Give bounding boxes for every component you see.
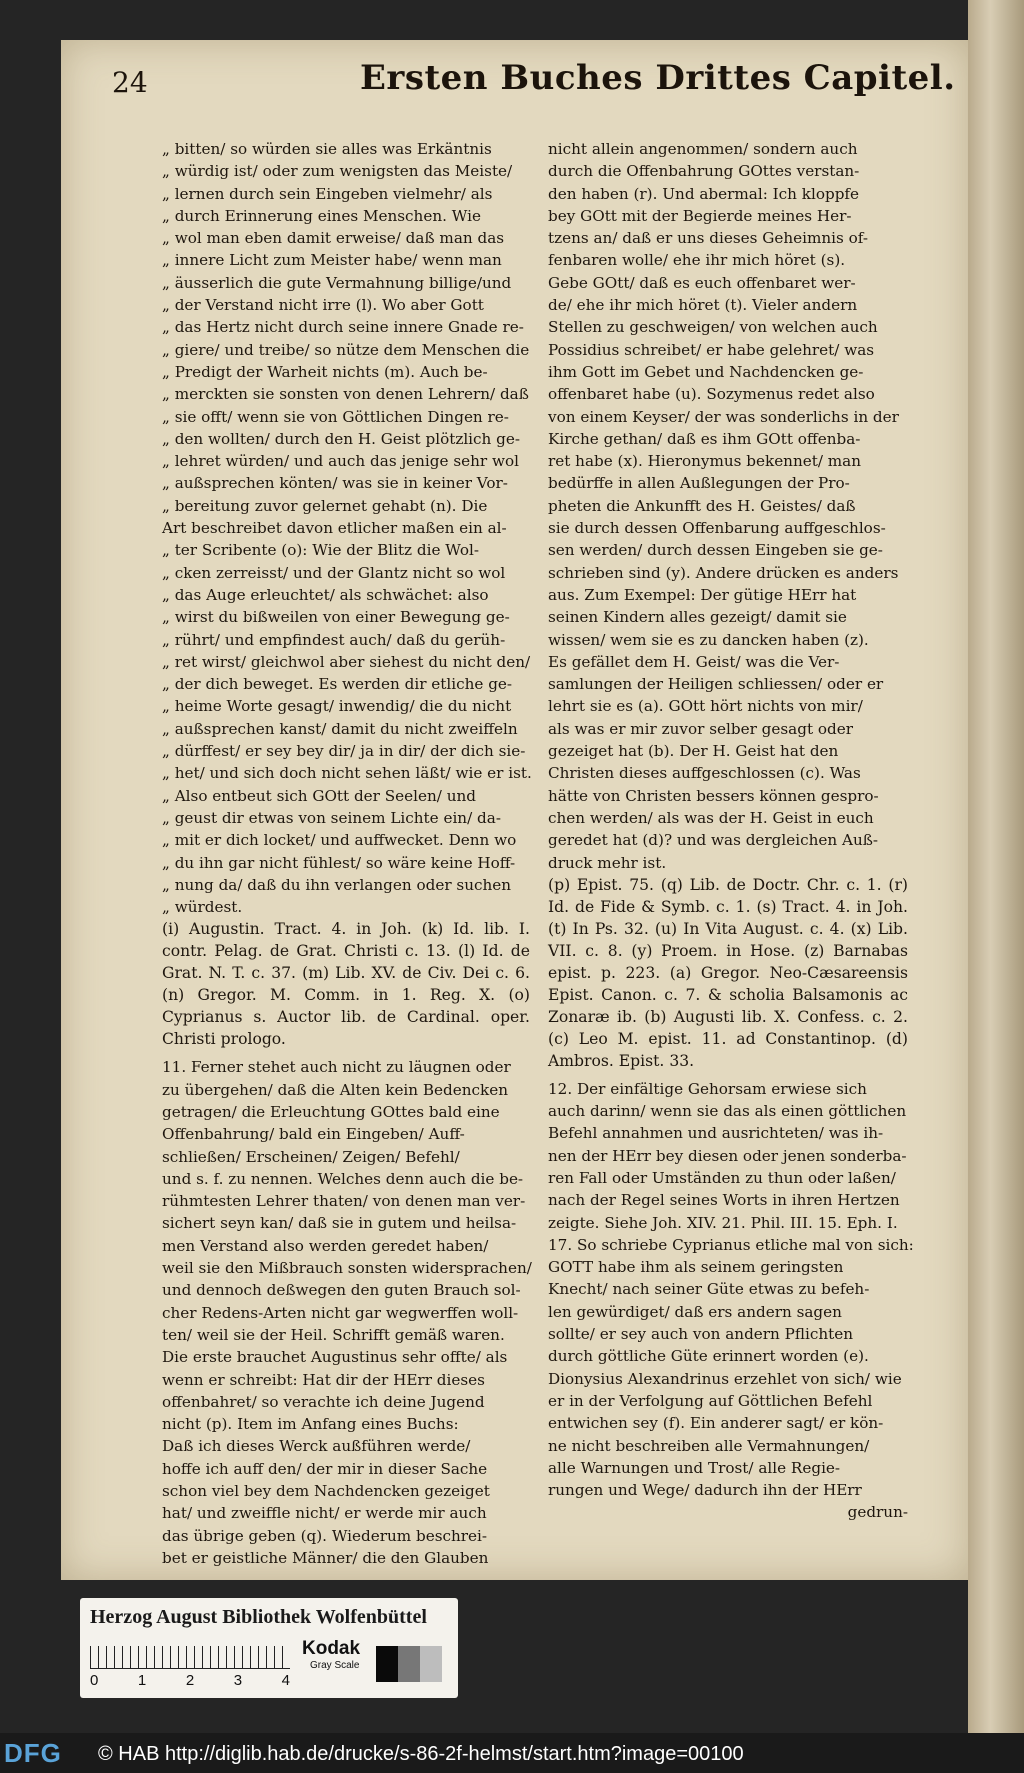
text-line: „ den wollten/ durch den H. Geist plötzlich ge- xyxy=(162,429,520,448)
library-name: Herzog August Bibliothek Wolfenbüttel xyxy=(90,1606,427,1628)
text-line: hätte von Christen bessers können gespro- xyxy=(548,786,879,805)
text-line: 12. Der einfältige Gehorsam erwiese sich xyxy=(548,1079,867,1098)
text-line: Christen dieses auffgeschlossen (c). Was xyxy=(548,764,861,783)
text-line: „ geust dir etwas von seinem Lichte ein/ da- xyxy=(162,808,501,827)
gray-swatch-mid xyxy=(398,1646,420,1682)
text-line: „ het/ und sich doch nicht sehen läßt/ wie er ist. xyxy=(162,764,532,783)
left-column xyxy=(162,138,530,1569)
next-page-edge xyxy=(968,0,1024,1733)
text-line: len gewürdiget/ daß ers andern sagen xyxy=(548,1302,842,1321)
text-line: „ äusserlich die gute Vermahnung billige/und xyxy=(162,273,512,292)
left-column-text xyxy=(162,138,530,918)
library-label xyxy=(80,1598,458,1698)
text-line: „ dürffest/ er sey bey dir/ ja in dir/ der dich sie- xyxy=(162,742,526,761)
text-line: Stellen zu geschweigen/ von welchen auch xyxy=(548,318,878,337)
text-line: Die erste brauchet Augustinus sehr offte/ als xyxy=(162,1348,508,1367)
text-line: weil sie den Mißbrauch sonsten widersprachen/ xyxy=(162,1259,532,1278)
text-line: und s. f. zu nennen. Welches denn auch die be- xyxy=(162,1169,524,1188)
ruler-number: 2 xyxy=(185,1672,195,1689)
text-line: zu übergehen/ daß die Alten kein Bedencken xyxy=(162,1080,509,1099)
text-line: „ ter Scribente (o): Wie der Blitz die Wol- xyxy=(162,541,479,560)
dfg-logo: DFG xyxy=(4,1738,62,1768)
text-line: alle Warnungen und Trost/ alle Regie- xyxy=(548,1458,841,1477)
ruler xyxy=(90,1646,290,1669)
text-line: nicht (p). Item im Anfang eines Buchs: xyxy=(162,1415,459,1434)
paragraph-11 xyxy=(162,1056,530,1569)
text-line: „ der dich beweget. Es werden dir etliche ge- xyxy=(162,675,513,694)
text-line: „ lehret würden/ und auch das jenige sehr wol xyxy=(162,452,519,471)
text-line: ihm Gott im Gebet und Nachdencken ge- xyxy=(548,362,864,381)
paragraph-12 xyxy=(548,1078,914,1502)
text-line: schrieben sind (y). Andere drücken es anders xyxy=(548,563,899,582)
text-line: cher Redens-Arten nicht gar wegwerffen woll- xyxy=(162,1303,519,1322)
text-line: Knecht/ nach seiner Güte etwas zu befeh- xyxy=(548,1280,870,1299)
text-line: nicht allein angenommen/ sondern auch xyxy=(548,140,858,158)
text-line: geredet hat (d)? und was dergleichen Auß- xyxy=(548,831,879,850)
text-line: „ nung da/ daß du ihn verlangen oder suchen xyxy=(162,875,512,894)
text-line: lehrt sie es (a). GOtt hört nichts von mir/ xyxy=(548,697,863,716)
copyright-link[interactable]: © HAB http://diglib.hab.de/drucke/s-86-2f-helmst/start.htm?image=00100 xyxy=(98,1743,744,1765)
text-line: ret habe (x). Hieronymus bekennet/ man xyxy=(548,452,862,471)
text-line: getragen/ die Erleuchtung GOttes bald eine xyxy=(162,1102,500,1121)
page-number: 24 xyxy=(112,66,148,99)
text-line: entwichen sey (f). Ein anderer sagt/ er kön- xyxy=(548,1414,884,1433)
text-line: und dennoch deßwegen den guten Brauch sol- xyxy=(162,1281,521,1300)
text-line: „ durch Erinnerung eines Menschen. Wie xyxy=(162,206,481,225)
right-footnotes: (p) Epist. 75. (q) Lib. de Doctr. Chr. c. 1. (r) Id. de Fide & Symb. c. 1. (s) Tract. 4. in Joh. (t) In Ps. 32. (u) In Vita August. c. 4. (x) Lib. VII. c. 8. (y) Proem. in Hose. (z) Barnabas epist. p. 223. (a) Gregor. Neo-Cæsareensis Epist. Canon. c. 7. & scholia Balsamonis ac Zonaræ ib. (b) Augusti lib. X. Confess. c. 2. (c) Leo M. epist. 11. ad Constantinop. (d) Ambros. Epist. 33. xyxy=(548,875,908,1070)
text-line: durch göttliche Güte erinnert worden (e). xyxy=(548,1347,869,1366)
text-line: Daß ich dieses Werck außführen werde/ xyxy=(162,1437,471,1456)
text-line: „ würdest. xyxy=(162,898,243,917)
text-line: „ ret wirst/ gleichwol aber siehest du nicht den/ xyxy=(162,652,531,671)
text-line: „ Predigt der Warheit nichts (m). Auch be- xyxy=(162,362,488,381)
text-line: ne nicht beschreiben alle Vermahnungen/ xyxy=(548,1436,870,1455)
text-line: „ würdig ist/ oder zum wenigsten das Meiste/ xyxy=(162,162,513,181)
text-line: von einem Keyser/ der was sonderlichs in der xyxy=(548,407,899,426)
text-line: als was er mir zuvor selber gesagt oder xyxy=(548,719,853,738)
text-line: bet er geistliche Männer/ die den Glauben xyxy=(162,1548,489,1567)
text-line: Gebe GOtt/ daß es euch offenbaret wer- xyxy=(548,273,856,292)
gray-swatch-black xyxy=(376,1646,398,1682)
text-line: samlungen der Heiligen schliessen/ oder er xyxy=(548,675,884,694)
text-line: „ merckten sie sonsten von denen Lehrern/ daß xyxy=(162,385,529,404)
text-line: gezeiget hat (b). Der H. Geist hat den xyxy=(548,742,839,761)
text-line: rühmtesten Lehrer thaten/ von denen man ver- xyxy=(162,1192,526,1211)
right-column-text xyxy=(548,138,908,874)
text-line: auch darinn/ wenn sie das als einen göttlichen xyxy=(548,1102,907,1121)
ruler-number: 3 xyxy=(233,1672,243,1689)
text-line: sie durch dessen Offenbarung auffgeschlos- xyxy=(548,519,886,538)
gray-scale-label: Gray Scale xyxy=(310,1660,360,1671)
text-line: aus. Zum Exempel: Der gütige HErr hat xyxy=(548,585,857,604)
text-line: „ wirst du bißweilen von einer Bewegung ge- xyxy=(162,608,510,627)
text-line: „ der Verstand nicht irre (l). Wo aber Gott xyxy=(162,296,484,315)
text-line: pheten die Ankunfft des H. Geistes/ daß xyxy=(548,496,856,515)
text-line: „ bitten/ so würden sie alles was Erkäntnis xyxy=(162,140,492,158)
text-line: durch die Offenbahrung GOttes verstan- xyxy=(548,162,860,181)
text-line: „ rührt/ und empfindest auch/ daß du gerüh- xyxy=(162,630,506,649)
text-line: ten/ weil sie der Heil. Schrifft gemäß waren. xyxy=(162,1325,505,1344)
text-line: zeigte. Siehe Joh. XIV. 21. Phil. III. 15. Eph. I. xyxy=(548,1213,898,1232)
text-line: „ heime Worte gesagt/ inwendig/ die du nicht xyxy=(162,697,512,716)
text-line: wissen/ wem sie es zu dancken haben (z). xyxy=(548,630,869,649)
text-line: „ wol man eben damit erweise/ daß man das xyxy=(162,229,505,248)
text-line: „ cken zerreisst/ und der Glantz nicht so wol xyxy=(162,563,506,582)
catchword: gedrun- xyxy=(847,1503,908,1522)
text-line: fenbaren wolle/ ehe ihr mich höret (s). xyxy=(548,251,846,270)
text-line: men Verstand also werden geredet haben/ xyxy=(162,1236,489,1255)
text-line: sollte/ er sey auch von andern Pflichten xyxy=(548,1325,854,1344)
gray-swatch-light xyxy=(420,1646,442,1682)
text-line: sichert seyn kan/ daß sie in gutem und heilsa- xyxy=(162,1214,517,1233)
text-line: schon viel bey dem Nachdencken gezeiget xyxy=(162,1482,490,1501)
text-line: hoffe ich auff den/ der mir in dieser Sache xyxy=(162,1459,488,1478)
text-line: hat/ und zweiffle nicht/ er werde mir auch xyxy=(162,1504,487,1523)
right-column xyxy=(548,138,914,1524)
text-line: „ Also entbeut sich GOtt der Seelen/ und xyxy=(162,786,476,805)
text-line: ren Fall oder Umständen zu thun oder laßen/ xyxy=(548,1168,896,1187)
text-line: „ innere Licht zum Meister habe/ wenn man xyxy=(162,251,502,270)
text-line: Art beschreibet davon etlicher maßen ein al- xyxy=(162,519,507,538)
text-line: 17. So schriebe Cyprianus etliche mal von sich: xyxy=(548,1235,914,1254)
text-line: druck mehr ist. xyxy=(548,853,667,872)
text-line: nen der HErr bey diesen oder jenen sonderba- xyxy=(548,1146,907,1165)
text-line: „ giere/ und treibe/ so nütze dem Menschen die xyxy=(162,340,530,359)
text-line: bey GOtt mit der Begierde meines Her- xyxy=(548,206,852,225)
text-line: GOTT habe ihm als seinem geringsten xyxy=(548,1258,844,1277)
text-line: sen werden/ durch dessen Eingeben sie ge- xyxy=(548,541,883,560)
text-line: Possidius schreibet/ er habe gelehret/ was xyxy=(548,340,875,359)
text-line: „ mit er dich locket/ und auffwecket. Denn wo xyxy=(162,831,517,850)
text-line: „ außsprechen könten/ was sie in keiner Vor- xyxy=(162,474,508,493)
text-line: „ das Hertz nicht durch seine innere Gnade re- xyxy=(162,318,524,337)
text-line: „ du ihn gar nicht fühlest/ so wäre keine Hoff- xyxy=(162,853,516,872)
text-line: tzens an/ daß er uns dieses Geheimnis of- xyxy=(548,229,869,248)
text-line: seinen Kindern alles gezeigt/ damit sie xyxy=(548,608,847,627)
text-line: offenbaret habe (u). Sozymenus redet also xyxy=(548,385,875,404)
text-line: chen werden/ als was der H. Geist in euch xyxy=(548,808,874,827)
text-line: „ lernen durch sein Eingeben vielmehr/ als xyxy=(162,184,493,203)
text-line: „ das Auge erleuchtet/ als schwächet: also xyxy=(162,585,489,604)
text-line: den haben (r). Und abermal: Ich kloppfe xyxy=(548,184,860,203)
ruler-number: 4 xyxy=(281,1672,290,1689)
text-line: rungen und Wege/ dadurch ihn der HErr xyxy=(548,1481,862,1500)
text-line: Dionysius Alexandrinus erzehlet von sich/ wie xyxy=(548,1369,902,1388)
text-line: „ außsprechen kanst/ damit du nicht zweiffeln xyxy=(162,719,518,738)
text-line: das übrige geben (q). Wiederum beschrei- xyxy=(162,1526,488,1545)
ruler-number: 0 xyxy=(90,1672,99,1689)
text-line: Kirche gethan/ daß es ihm GOtt offenba- xyxy=(548,429,861,448)
text-line: schließen/ Erscheinen/ Zeigen/ Befehl/ xyxy=(162,1147,460,1166)
running-head: Ersten Buches Drittes Capitel. xyxy=(360,58,956,98)
text-line: offenbahret/ so verachte ich deine Jugend xyxy=(162,1392,485,1411)
ruler-numbers xyxy=(90,1672,290,1689)
text-line: 11. Ferner stehet auch nicht zu läugnen oder xyxy=(162,1058,511,1077)
text-line: Offenbahrung/ bald ein Eingeben/ Auff- xyxy=(162,1125,465,1144)
left-footnotes: (i) Augustin. Tract. 4. in Joh. (k) Id. lib. I. contr. Pelag. de Grat. Christi c. 13. (l) Id. de Grat. N. T. c. 37. (m) Lib. XV. de Civ. Dei c. 6. (n) Gregor. M. Comm. in 1. Reg. X. (o) Cyprianus s. Auctor lib. de Cardinal. oper. Christi prologo. xyxy=(162,920,530,1049)
text-line: Es gefället dem H. Geist/ was die Ver- xyxy=(548,652,840,671)
text-line: de/ ehe ihr mich höret (t). Vieler andern xyxy=(548,296,858,315)
text-line: Befehl annahmen und ausrichteten/ was ih- xyxy=(548,1124,884,1143)
ruler-number: 1 xyxy=(137,1672,147,1689)
text-line: „ sie offt/ wenn sie von Göttlichen Dingen re- xyxy=(162,407,509,426)
text-line: nach der Regel seines Worts in ihren Hertzen xyxy=(548,1191,900,1210)
text-line: „ bereitung zuvor gelernet gehabt (n). Die xyxy=(162,496,488,515)
text-line: wenn er schreibt: Hat dir der HErr dieses xyxy=(162,1370,485,1389)
kodak-brand: Kodak xyxy=(302,1638,361,1659)
text-line: er in der Verfolgung auf Göttlichen Befehl xyxy=(548,1391,873,1410)
text-line: bedürffe in allen Außlegungen der Pro- xyxy=(548,474,850,493)
